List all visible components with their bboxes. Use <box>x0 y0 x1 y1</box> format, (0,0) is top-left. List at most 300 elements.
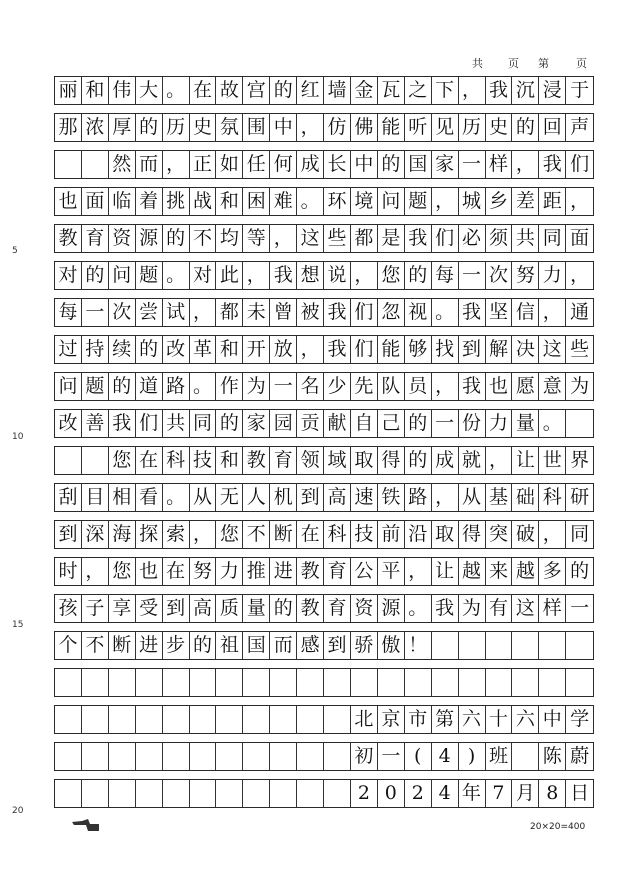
grid-cell: 中 <box>351 151 378 178</box>
grid-cell: ， <box>297 336 324 363</box>
grid-cell: 持 <box>82 336 109 363</box>
grid-cell: 。 <box>405 595 432 622</box>
grid-cell: 破 <box>512 521 539 548</box>
grid-cell: 对 <box>190 262 217 289</box>
grid-cell: 资 <box>109 225 136 252</box>
grid-cell: 作 <box>216 373 243 400</box>
grid-cell <box>512 632 539 659</box>
grid-cell: 名 <box>297 373 324 400</box>
grid-cell: 这 <box>539 336 566 363</box>
grid-row <box>54 150 594 179</box>
grid-cell: 中 <box>270 114 297 141</box>
grid-cell <box>378 669 405 696</box>
grid-cell: 够 <box>405 336 432 363</box>
grid-cell: 们 <box>351 299 378 326</box>
grid-cell: 推 <box>243 558 270 585</box>
grid-cell <box>55 780 82 807</box>
grid-cell <box>55 151 82 178</box>
grid-cell: 您 <box>109 558 136 585</box>
grid-cell <box>459 669 486 696</box>
grid-cell <box>163 669 190 696</box>
grid-cell: 祖 <box>216 632 243 659</box>
grid-cell <box>512 743 539 770</box>
grid-cell: 六 <box>459 706 486 733</box>
grid-cell: ， <box>539 521 566 548</box>
grid-cell: 能 <box>378 336 405 363</box>
grid-cell <box>243 780 270 807</box>
grid-cell <box>55 447 82 474</box>
grid-cell: 国 <box>243 632 270 659</box>
grid-cell: 公 <box>351 558 378 585</box>
grid-cell: 技 <box>351 521 378 548</box>
grid-cell <box>190 743 217 770</box>
grid-cell: 墙 <box>324 77 351 104</box>
grid-cell: 少 <box>324 373 351 400</box>
grid-cell: 为 <box>243 373 270 400</box>
grid-row <box>54 76 594 105</box>
grid-cell: 每 <box>432 262 459 289</box>
grid-cell: 努 <box>512 262 539 289</box>
grid-cell: 先 <box>351 373 378 400</box>
grid-cell: 些 <box>324 225 351 252</box>
grid-cell <box>82 706 109 733</box>
grid-cell: 路 <box>405 484 432 511</box>
grid-cell: 前 <box>378 521 405 548</box>
grid-cell: 平 <box>378 558 405 585</box>
grid-cell: 4 <box>432 780 459 807</box>
grid-cell: 献 <box>324 410 351 437</box>
grid-cell: 红 <box>297 77 324 104</box>
grid-cell: 索 <box>163 521 190 548</box>
grid-cell: 教 <box>55 225 82 252</box>
grid-cell: 不 <box>190 225 217 252</box>
grid-cell <box>163 780 190 807</box>
grid-cell: 无 <box>216 484 243 511</box>
grid-cell: 革 <box>190 336 217 363</box>
grid-row <box>54 224 594 253</box>
grid-cell: 大 <box>136 77 163 104</box>
grid-cell: ， <box>432 188 459 215</box>
grid-size-label: 20×20=400 <box>530 822 586 832</box>
grid-row <box>54 335 594 364</box>
grid-cell: 被 <box>297 299 324 326</box>
grid-cell: 而 <box>270 632 297 659</box>
grid-cell: 世 <box>539 447 566 474</box>
ink-smudge-icon <box>72 818 100 832</box>
grid-cell: 距 <box>539 188 566 215</box>
grid-cell: 努 <box>190 558 217 585</box>
grid-cell: 故 <box>216 77 243 104</box>
grid-cell: 那 <box>55 114 82 141</box>
line-number-20: 20 <box>12 806 24 816</box>
grid-cell: 0 <box>378 780 405 807</box>
grid-cell: 刮 <box>55 484 82 511</box>
grid-cell <box>109 706 136 733</box>
grid-cell: ， <box>163 151 190 178</box>
grid-cell: ， <box>539 299 566 326</box>
manuscript-grid <box>54 76 594 816</box>
grid-cell: 越 <box>512 558 539 585</box>
grid-cell: 必 <box>459 225 486 252</box>
grid-cell: 也 <box>55 188 82 215</box>
grid-cell <box>82 669 109 696</box>
grid-cell: 域 <box>324 447 351 474</box>
grid-cell: 到 <box>324 632 351 659</box>
grid-cell: 为 <box>459 595 486 622</box>
grid-cell: 和 <box>82 77 109 104</box>
grid-cell: 环 <box>324 188 351 215</box>
grid-cell: 质 <box>216 595 243 622</box>
grid-cell: 对 <box>55 262 82 289</box>
grid-cell: 们 <box>136 410 163 437</box>
grid-cell: 浓 <box>82 114 109 141</box>
grid-cell <box>324 780 351 807</box>
grid-cell: 到 <box>297 484 324 511</box>
grid-cell: 的 <box>163 225 190 252</box>
grid-cell <box>270 706 297 733</box>
grid-cell: 您 <box>378 262 405 289</box>
grid-cell: 育 <box>270 447 297 474</box>
grid-cell: 园 <box>270 410 297 437</box>
grid-cell: ， <box>570 190 590 212</box>
grid-cell: 仿 <box>324 114 351 141</box>
grid-cell: 差 <box>512 188 539 215</box>
grid-cell: 见 <box>432 114 459 141</box>
grid-cell: 的 <box>405 262 432 289</box>
grid-cell <box>297 743 324 770</box>
grid-cell: 海 <box>109 521 136 548</box>
grid-cell: 于 <box>570 79 590 101</box>
grid-cell: 浸 <box>539 77 566 104</box>
grid-cell <box>216 780 243 807</box>
grid-cell <box>324 706 351 733</box>
grid-cell: 到 <box>459 336 486 363</box>
grid-cell: 改 <box>55 410 82 437</box>
grid-cell: 六 <box>512 706 539 733</box>
grid-cell: 时 <box>55 558 82 585</box>
grid-cell: 问 <box>378 188 405 215</box>
grid-cell <box>190 706 217 733</box>
grid-cell: 之 <box>405 77 432 104</box>
grid-cell: 。 <box>539 410 566 437</box>
grid-cell: 2 <box>351 780 378 807</box>
grid-cell: 人 <box>243 484 270 511</box>
grid-cell: 8 <box>539 780 566 807</box>
grid-cell: 取 <box>432 521 459 548</box>
grid-cell: 都 <box>216 299 243 326</box>
grid-cell <box>566 632 593 659</box>
grid-cell: 贡 <box>297 410 324 437</box>
grid-cell: 佛 <box>351 114 378 141</box>
grid-cell: 题 <box>405 188 432 215</box>
grid-cell: 说 <box>324 262 351 289</box>
grid-cell <box>324 743 351 770</box>
grid-cell: 在 <box>163 558 190 585</box>
grid-cell: 沉 <box>512 77 539 104</box>
grid-cell: 这 <box>512 595 539 622</box>
grid-cell: ， <box>243 262 270 289</box>
grid-cell: 学 <box>570 708 590 730</box>
grid-cell <box>297 706 324 733</box>
grid-cell: 础 <box>512 484 539 511</box>
grid-cell: 在 <box>297 521 324 548</box>
grid-cell: 份 <box>459 410 486 437</box>
grid-cell: ( <box>405 743 432 770</box>
grid-cell: 员 <box>405 373 432 400</box>
grid-cell: 铁 <box>378 484 405 511</box>
grid-cell: 家 <box>432 151 459 178</box>
grid-cell: 来 <box>486 558 513 585</box>
grid-cell: 尝 <box>136 299 163 326</box>
grid-cell: 十 <box>486 706 513 733</box>
grid-cell: 共 <box>512 225 539 252</box>
grid-cell <box>405 669 432 696</box>
grid-cell <box>486 669 513 696</box>
grid-cell <box>512 669 539 696</box>
grid-cell: 越 <box>459 558 486 585</box>
grid-cell <box>136 743 163 770</box>
grid-cell: 孩 <box>55 595 82 622</box>
grid-cell: 步 <box>163 632 190 659</box>
grid-cell <box>136 706 163 733</box>
grid-row <box>54 298 594 327</box>
grid-cell: 瓦 <box>378 77 405 104</box>
line-number-15: 15 <box>12 620 24 630</box>
grid-cell: 到 <box>163 595 190 622</box>
grid-cell: 此 <box>216 262 243 289</box>
grid-cell: 们 <box>570 153 590 175</box>
grid-cell: 基 <box>486 484 513 511</box>
grid-cell <box>270 743 297 770</box>
grid-cell: 的 <box>190 632 217 659</box>
grid-cell: 厚 <box>109 114 136 141</box>
grid-cell: 境 <box>351 188 378 215</box>
grid-cell: 史 <box>486 114 513 141</box>
grid-cell: 我 <box>324 336 351 363</box>
grid-row <box>54 631 594 660</box>
grid-cell: 题 <box>136 262 163 289</box>
grid-cell: ) <box>459 743 486 770</box>
grid-cell: 力 <box>486 410 513 437</box>
grid-cell <box>324 669 351 696</box>
grid-cell: 难 <box>270 188 297 215</box>
grid-cell: 找 <box>432 336 459 363</box>
grid-row <box>54 261 594 290</box>
grid-cell: 沿 <box>405 521 432 548</box>
grid-cell: 断 <box>270 521 297 548</box>
grid-cell: 信 <box>512 299 539 326</box>
grid-cell: 续 <box>109 336 136 363</box>
grid-cell: 就 <box>459 447 486 474</box>
grid-cell: ， <box>570 264 590 286</box>
grid-cell: 而 <box>136 151 163 178</box>
grid-cell: 的 <box>109 373 136 400</box>
grid-cell: 史 <box>190 114 217 141</box>
grid-cell: ， <box>432 373 459 400</box>
grid-cell: 得 <box>378 447 405 474</box>
grid-cell: 样 <box>539 595 566 622</box>
grid-cell: 市 <box>405 706 432 733</box>
grid-cell: 量 <box>512 410 539 437</box>
grid-cell: ， <box>432 484 459 511</box>
grid-cell <box>163 706 190 733</box>
grid-cell: 也 <box>486 373 513 400</box>
grid-cell: 速 <box>351 484 378 511</box>
grid-cell: 让 <box>512 447 539 474</box>
grid-cell: 问 <box>109 262 136 289</box>
grid-cell: 和 <box>216 447 243 474</box>
grid-cell <box>109 669 136 696</box>
grid-cell: 的 <box>270 77 297 104</box>
grid-cell: 宫 <box>243 77 270 104</box>
grid-cell: 教 <box>297 558 324 585</box>
grid-cell: 的 <box>216 410 243 437</box>
grid-cell: ， <box>82 558 109 585</box>
grid-cell <box>55 669 82 696</box>
grid-cell: 第 <box>432 706 459 733</box>
grid-cell <box>459 632 486 659</box>
grid-cell: 次 <box>486 262 513 289</box>
grid-cell: 过 <box>55 336 82 363</box>
grid-cell: 着 <box>136 188 163 215</box>
grid-cell: 感 <box>297 632 324 659</box>
grid-cell: 愿 <box>512 373 539 400</box>
grid-cell: 京 <box>378 706 405 733</box>
grid-cell <box>55 743 82 770</box>
grid-cell: 忽 <box>378 299 405 326</box>
grid-cell <box>216 706 243 733</box>
grid-cell: 进 <box>270 558 297 585</box>
grid-cell: 育 <box>324 595 351 622</box>
grid-cell: 路 <box>163 373 190 400</box>
grid-cell: 日 <box>570 782 590 804</box>
grid-cell: 些 <box>570 338 590 360</box>
grid-cell: 教 <box>297 595 324 622</box>
grid-cell <box>566 410 593 437</box>
grid-cell: ， <box>190 521 217 548</box>
grid-cell: 解 <box>486 336 513 363</box>
grid-cell: 我 <box>270 262 297 289</box>
grid-cell: 都 <box>351 225 378 252</box>
grid-cell: 。 <box>163 484 190 511</box>
grid-cell: 成 <box>432 447 459 474</box>
grid-cell: 从 <box>459 484 486 511</box>
grid-cell: 不 <box>82 632 109 659</box>
grid-cell: 金 <box>351 77 378 104</box>
grid-cell: 骄 <box>351 632 378 659</box>
grid-cell: 一 <box>82 299 109 326</box>
grid-cell: 。 <box>163 77 190 104</box>
grid-cell: 中 <box>539 706 566 733</box>
grid-cell: 一 <box>570 597 590 619</box>
grid-cell <box>109 780 136 807</box>
grid-cell: 的 <box>405 410 432 437</box>
grid-cell: 同 <box>539 225 566 252</box>
grid-cell: ， <box>190 299 217 326</box>
grid-row <box>54 483 594 512</box>
grid-cell: 相 <box>109 484 136 511</box>
grid-cell: 困 <box>243 188 270 215</box>
grid-cell: 我 <box>459 373 486 400</box>
grid-cell: 同 <box>190 410 217 437</box>
grid-cell: 从 <box>190 484 217 511</box>
grid-cell <box>190 669 217 696</box>
grid-cell <box>270 780 297 807</box>
grid-cell: 让 <box>432 558 459 585</box>
grid-cell: 这 <box>297 225 324 252</box>
grid-cell: 家 <box>243 410 270 437</box>
grid-cell: 乡 <box>486 188 513 215</box>
grid-row <box>54 187 594 216</box>
grid-cell: 坚 <box>486 299 513 326</box>
grid-cell: 等 <box>243 225 270 252</box>
grid-cell: 道 <box>136 373 163 400</box>
grid-cell: 次 <box>109 299 136 326</box>
grid-cell <box>82 447 109 474</box>
grid-cell: 年 <box>459 780 486 807</box>
grid-cell: 的 <box>570 560 590 582</box>
grid-cell: 氛 <box>216 114 243 141</box>
grid-cell: 长 <box>324 151 351 178</box>
grid-cell: 城 <box>459 188 486 215</box>
grid-row <box>54 557 594 586</box>
grid-cell: 历 <box>459 114 486 141</box>
grid-cell <box>136 780 163 807</box>
grid-cell: 的 <box>405 447 432 474</box>
grid-cell: 围 <box>243 114 270 141</box>
grid-cell <box>82 780 109 807</box>
grid-cell: 资 <box>351 595 378 622</box>
grid-cell: 月 <box>512 780 539 807</box>
grid-cell: 样 <box>486 151 513 178</box>
grid-cell: 看 <box>136 484 163 511</box>
grid-cell: 也 <box>136 558 163 585</box>
grid-cell: 伟 <box>109 77 136 104</box>
grid-cell: 陈 <box>539 743 566 770</box>
grid-cell <box>566 669 593 696</box>
grid-cell: 4 <box>432 743 459 770</box>
grid-cell: 战 <box>190 188 217 215</box>
grid-cell: 开 <box>243 336 270 363</box>
grid-cell: 问 <box>55 373 82 400</box>
grid-cell: ， <box>459 77 486 104</box>
grid-row <box>54 779 594 808</box>
grid-cell <box>539 632 566 659</box>
grid-cell: 傲 <box>378 632 405 659</box>
header-di: 第 <box>538 57 549 70</box>
grid-cell: ， <box>486 447 513 474</box>
grid-cell: 临 <box>109 188 136 215</box>
grid-cell <box>351 669 378 696</box>
grid-cell: 改 <box>163 336 190 363</box>
grid-cell: 班 <box>486 743 513 770</box>
grid-cell: 是 <box>378 225 405 252</box>
grid-cell: 科 <box>539 484 566 511</box>
grid-cell: 界 <box>570 449 590 471</box>
grid-cell: 子 <box>82 595 109 622</box>
grid-cell: 育 <box>324 558 351 585</box>
grid-cell: 成 <box>297 151 324 178</box>
grid-cell <box>82 151 109 178</box>
grid-cell: 。 <box>432 299 459 326</box>
grid-cell: 一 <box>459 151 486 178</box>
grid-cell: 挑 <box>163 188 190 215</box>
grid-cell: 们 <box>432 225 459 252</box>
grid-cell: 2 <box>405 780 432 807</box>
grid-row <box>54 742 594 771</box>
grid-cell: 声 <box>570 116 590 138</box>
grid-row <box>54 705 594 734</box>
